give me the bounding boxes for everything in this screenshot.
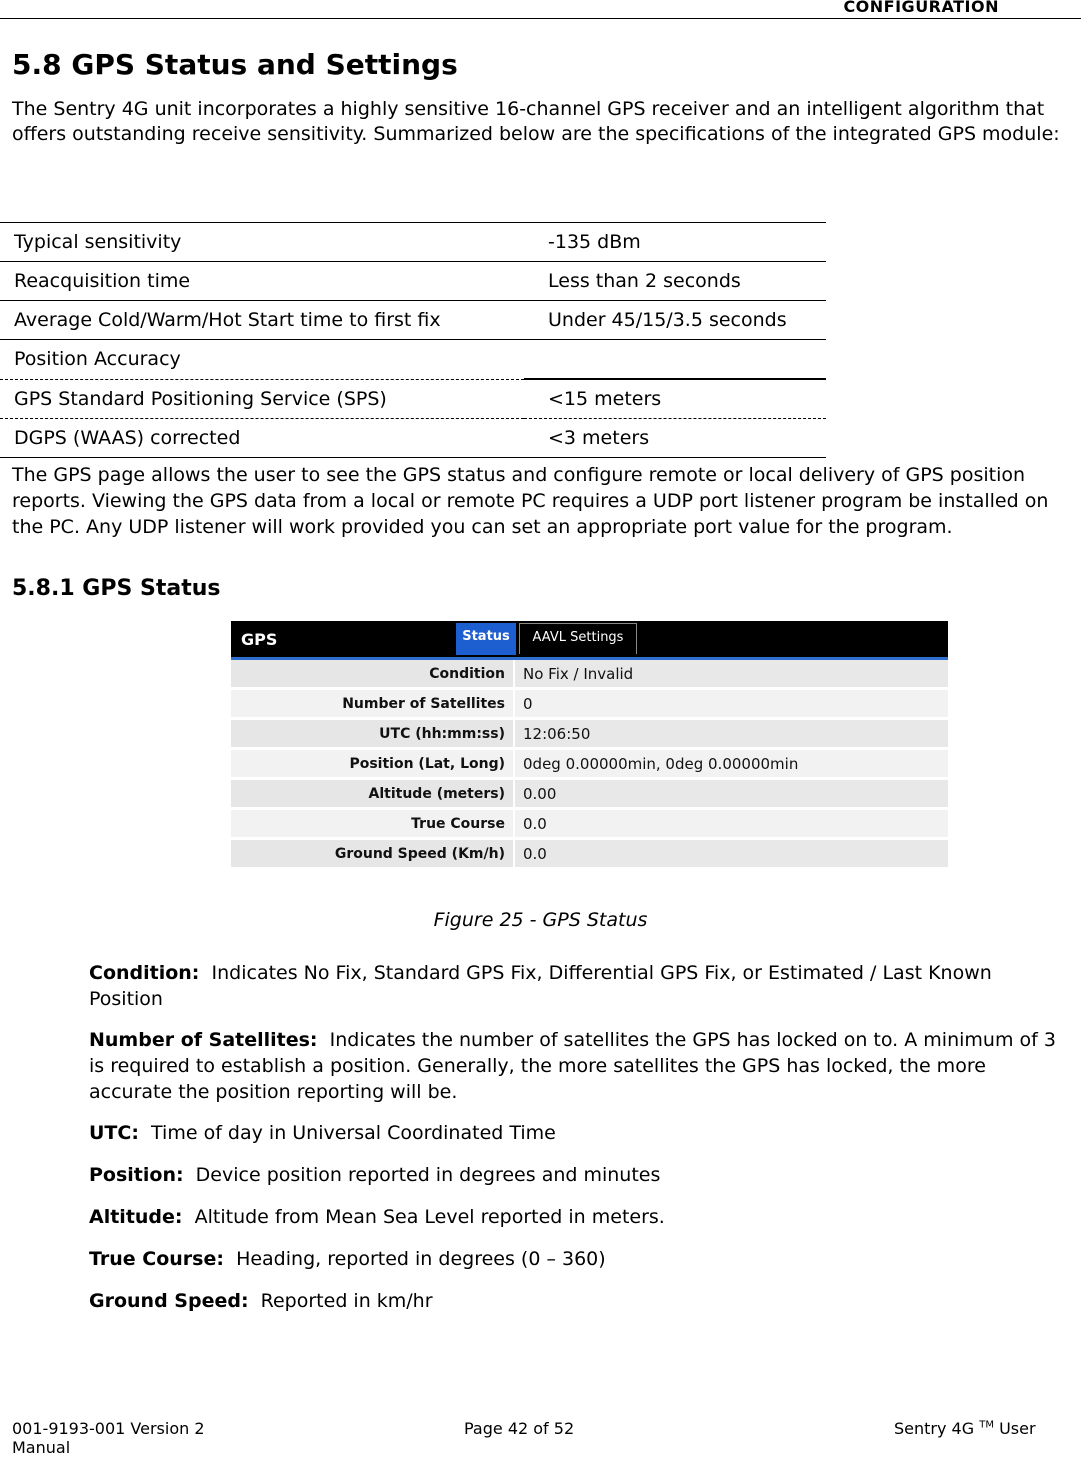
- definition-term: Altitude:: [89, 1206, 183, 1228]
- spec-row: [0, 223, 826, 262]
- gps-row-value: 0.0: [515, 810, 948, 837]
- spec-value: Under 45/15/3.5 seconds: [524, 301, 826, 340]
- spec-label: GPS Standard Positioning Service (SPS): [0, 379, 524, 419]
- definition-item: [89, 1204, 1064, 1230]
- tab-aavl-settings[interactable]: AAVL Settings: [519, 623, 637, 654]
- definition-term: Ground Speed:: [89, 1290, 249, 1312]
- spec-value: -135 dBm: [524, 223, 826, 262]
- spec-table: [0, 222, 826, 458]
- tab-status[interactable]: Status: [456, 623, 516, 655]
- gps-row-value: 0: [515, 690, 948, 717]
- spec-value: [524, 340, 826, 380]
- spec-row: [0, 301, 826, 340]
- header-rule: [0, 18, 1081, 19]
- gps-row-value: 12:06:50: [515, 720, 948, 747]
- footer-product: [894, 1419, 1036, 1438]
- gps-row-utc: [231, 720, 948, 747]
- gps-row-condition: [231, 660, 948, 687]
- gps-row-label: Altitude (meters): [231, 780, 513, 807]
- gps-row-label: Condition: [231, 660, 513, 687]
- gps-row-position: [231, 750, 948, 777]
- figure-caption: Figure 25 - GPS Status: [433, 909, 648, 931]
- definition-term: Position:: [89, 1164, 184, 1186]
- footer-page-number: Page 42 of 52: [464, 1419, 575, 1438]
- definition-item: [89, 960, 1064, 1012]
- definition-item: [89, 1027, 1064, 1105]
- definition-text: Indicates No Fix, Standard GPS Fix, Differential GPS Fix, or Estimated / Last Known Position: [89, 962, 992, 1010]
- footer-manual: Manual: [12, 1438, 71, 1457]
- gps-row-satellites: [231, 690, 948, 717]
- gps-row-label: Number of Satellites: [231, 690, 513, 717]
- definition-term: Number of Satellites:: [89, 1029, 318, 1051]
- spec-label: Average Cold/Warm/Hot Start time to first fix: [0, 301, 524, 340]
- gps-row-value: 0deg 0.00000min, 0deg 0.00000min: [515, 750, 948, 777]
- intro-paragraph: The Sentry 4G unit incorporates a highly sensitive 16-channel GPS receiver and an intelligent algorithm that offers outstanding receive sensitivity. Summarized below are the specifications of the integrated GPS module:: [12, 98, 1060, 145]
- definition-item: [89, 1246, 1064, 1272]
- footer-product-name: Sentry 4G: [894, 1419, 975, 1438]
- gps-row-value: 0.00: [515, 780, 948, 807]
- gps-title-bar: [231, 621, 948, 657]
- spec-value: <15 meters: [524, 379, 826, 419]
- definition-text: Time of day in Universal Coordinated Time: [151, 1122, 556, 1144]
- footer-product-suffix: User: [999, 1419, 1036, 1438]
- gps-status-rows: [231, 657, 948, 867]
- spec-row: [0, 262, 826, 301]
- definition-term: UTC:: [89, 1122, 139, 1144]
- section-title: 5.8 GPS Status and Settings: [12, 48, 458, 81]
- gps-row-label: Position (Lat, Long): [231, 750, 513, 777]
- spec-row: [0, 379, 826, 419]
- definition-text: Device position reported in degrees and minutes: [195, 1164, 661, 1186]
- footer-doc-id: [12, 1419, 205, 1457]
- definition-item: [89, 1162, 1064, 1188]
- gps-row-ground-speed: [231, 840, 948, 867]
- gps-row-label: UTC (hh:mm:ss): [231, 720, 513, 747]
- definition-text: Heading, reported in degrees (0 – 360): [236, 1248, 606, 1270]
- gps-row-value: No Fix / Invalid: [515, 660, 948, 687]
- gps-row-value: 0.0: [515, 840, 948, 867]
- spec-label: Reacquisition time: [0, 262, 524, 301]
- footer-version: 001-9193-001 Version 2: [12, 1419, 205, 1438]
- gps-status-screenshot: [231, 621, 948, 866]
- running-header: CONFIGURATION: [843, 0, 999, 16]
- definition-item: [89, 1288, 1064, 1314]
- definition-term: Condition:: [89, 962, 200, 984]
- spec-row: [0, 419, 826, 458]
- gps-row-true-course: [231, 810, 948, 837]
- spec-row: [0, 340, 826, 380]
- spec-label: Typical sensitivity: [0, 223, 524, 262]
- definition-text: Indicates the number of satellites the GPS has locked on to. A minimum of 3 is required to establish a position. Generally, the more satellites the GPS has locked, the more accurate the position reporting will be.: [89, 1029, 1056, 1103]
- definition-term: True Course:: [89, 1248, 224, 1270]
- spec-label: Position Accuracy: [0, 340, 524, 380]
- definition-text: Reported in km/hr: [260, 1290, 433, 1312]
- trademark-mark: TM: [979, 1419, 994, 1431]
- spec-value: Less than 2 seconds: [524, 262, 826, 301]
- gps-row-label: True Course: [231, 810, 513, 837]
- gps-page-description: The GPS page allows the user to see the GPS status and configure remote or local delivery of GPS position reports. Viewing the GPS data from a local or remote PC requires a UDP port listener program be installed on the PC. Any UDP listener will work provided you can set an appropriate port value for the program.: [12, 464, 1049, 538]
- spec-value: <3 meters: [524, 419, 826, 458]
- subsection-title: 5.8.1 GPS Status: [12, 576, 221, 601]
- definition-item: [89, 1120, 1064, 1146]
- gps-row-altitude: [231, 780, 948, 807]
- gps-page-title: GPS: [241, 630, 278, 649]
- spec-label: DGPS (WAAS) corrected: [0, 419, 524, 458]
- definition-text: Altitude from Mean Sea Level reported in meters.: [194, 1206, 665, 1228]
- gps-row-label: Ground Speed (Km/h): [231, 840, 513, 867]
